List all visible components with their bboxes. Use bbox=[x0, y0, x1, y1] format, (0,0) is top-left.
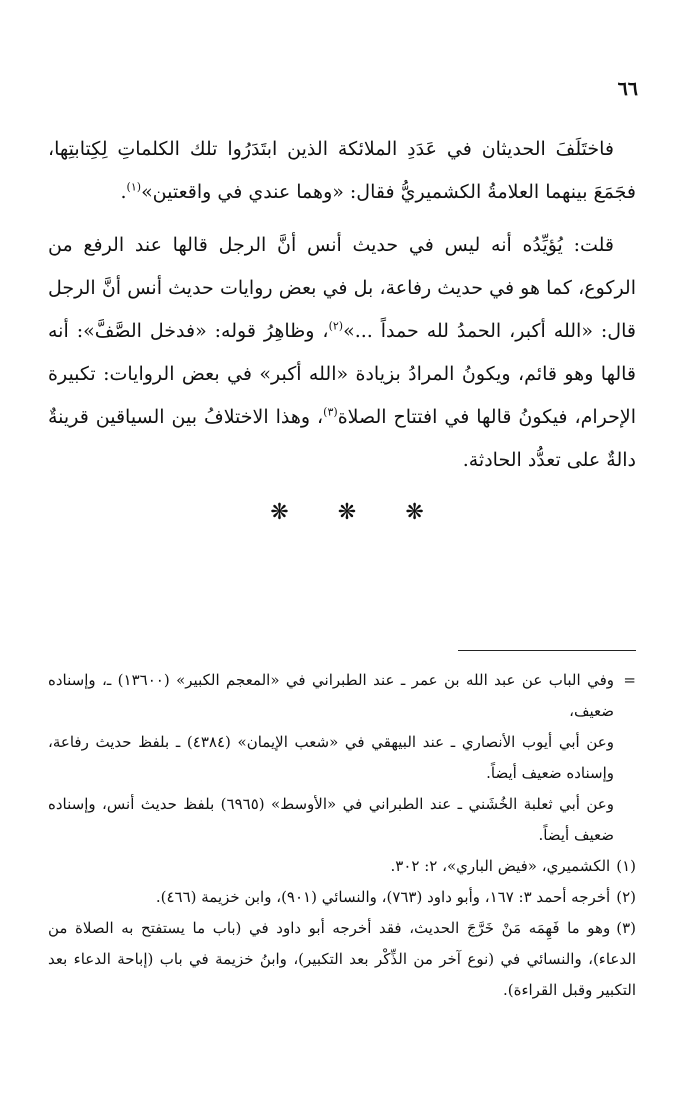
continuation-line-1: وفي الباب عن عبد الله بن عمر ـ عند الطبراني في «المعجم الكبير» (١٣٦٠٠) ـ، وإسناده ضعيف، bbox=[48, 671, 614, 720]
footnote-ref-2: (٢) bbox=[328, 319, 344, 333]
footnote-text: أخرجه أحمد ٣: ١٦٧، وأبو داود (٧٦٣)، والنسائي (٩٠١)، وابن خزيمة (٤٦٦). bbox=[155, 888, 611, 906]
footnote-number: (٢) bbox=[616, 888, 636, 906]
paragraph-2 bbox=[48, 224, 636, 482]
footnote-number: (١) bbox=[616, 857, 636, 875]
footnote-2 bbox=[48, 882, 636, 913]
separator-asterisk-icon: ❋ bbox=[337, 500, 357, 525]
continuation-marker: = bbox=[623, 671, 636, 689]
separator-asterisk-icon: ❋ bbox=[405, 500, 424, 525]
page-number: ٦٦ bbox=[617, 78, 638, 100]
main-text bbox=[48, 128, 636, 492]
footnote-text: الكشميري، «فيض الباري»، ٢: ٣٠٢. bbox=[390, 857, 611, 875]
footnote-text: وهو ما فَهِمَه مَنْ خَرَّجَ الحديث، فقد أخرجه أبو داود في (باب ما يستفتح به الصلاة من الدعاء)، والنسائي في (نوع آخر من الذِّكْر بعد التكبير)، وابنُ خزيمة في باب (إباحة الدعاء بعد التكبير وقبل القراءة). bbox=[48, 919, 636, 999]
footnote-number: (٣) bbox=[616, 919, 636, 937]
footnotes bbox=[48, 665, 636, 1006]
footnote-ref-3: (٣) bbox=[323, 405, 338, 419]
footnote-divider bbox=[458, 650, 636, 651]
footnote-ref-1: (١) bbox=[126, 180, 142, 194]
paragraph-2-text: قلت: يُؤيِّدُه أنه ليس في حديث أنس أنَّ الرجل قالها عند الرفع من الركوع، كما هو في حديث رفاعة، بل في بعض روايات حديث أنس أنَّ الرجل قال: «الله أكبر، الحمدُ لله حمداً ...» bbox=[48, 234, 637, 342]
continuation-line-3: وعن أبي ثعلبة الخُشَني ـ عند الطبراني في «الأوسط» (٦٩٦٥) بلفظ حديث أنس، وإسناده ضعيف أيضاً. bbox=[48, 795, 614, 844]
continuation-line-2: وعن أبي أيوب الأنصاري ـ عند البيهقي في «شعب الإيمان» (٤٣٨٤) ـ بلفظ حديث رفاعة، وإسناده ضعيف أيضاً. bbox=[48, 733, 614, 782]
section-separator bbox=[0, 500, 694, 525]
paragraph-2-tail-2: ، وهذا الاختلافُ بين السياقين قرينةٌ دالةٌ على تعدُّد الحادثة. bbox=[48, 406, 636, 471]
paragraph-1-tail: . bbox=[120, 181, 127, 203]
footnote-continuation bbox=[48, 665, 636, 851]
paragraph-1-text: فاختَلَفَ الحديثان في عَدَدِ الملائكة الذين ابتَدَرُوا تلك الكلماتِ لِكِتابتِها، فجَمَعَ بينهما العلامةُ الكشميريُّ فقال: «وهما عندي في واقعتين» bbox=[48, 138, 636, 203]
paragraph-2-tail: ، وظاهِرُ قوله: «فدخل الصَّفَّ»: أنه قالها وهو قائم، ويكونُ المرادُ بزيادة «الله أكبر» في بعض الروايات: تكبيرة الإحرام، فيكونُ قالها في افتتاح الصلاة bbox=[48, 320, 637, 428]
separator-asterisk-icon: ❋ bbox=[270, 500, 289, 525]
footnote-1 bbox=[48, 851, 636, 882]
footnote-3 bbox=[48, 913, 636, 1006]
paragraph-1 bbox=[48, 128, 636, 214]
